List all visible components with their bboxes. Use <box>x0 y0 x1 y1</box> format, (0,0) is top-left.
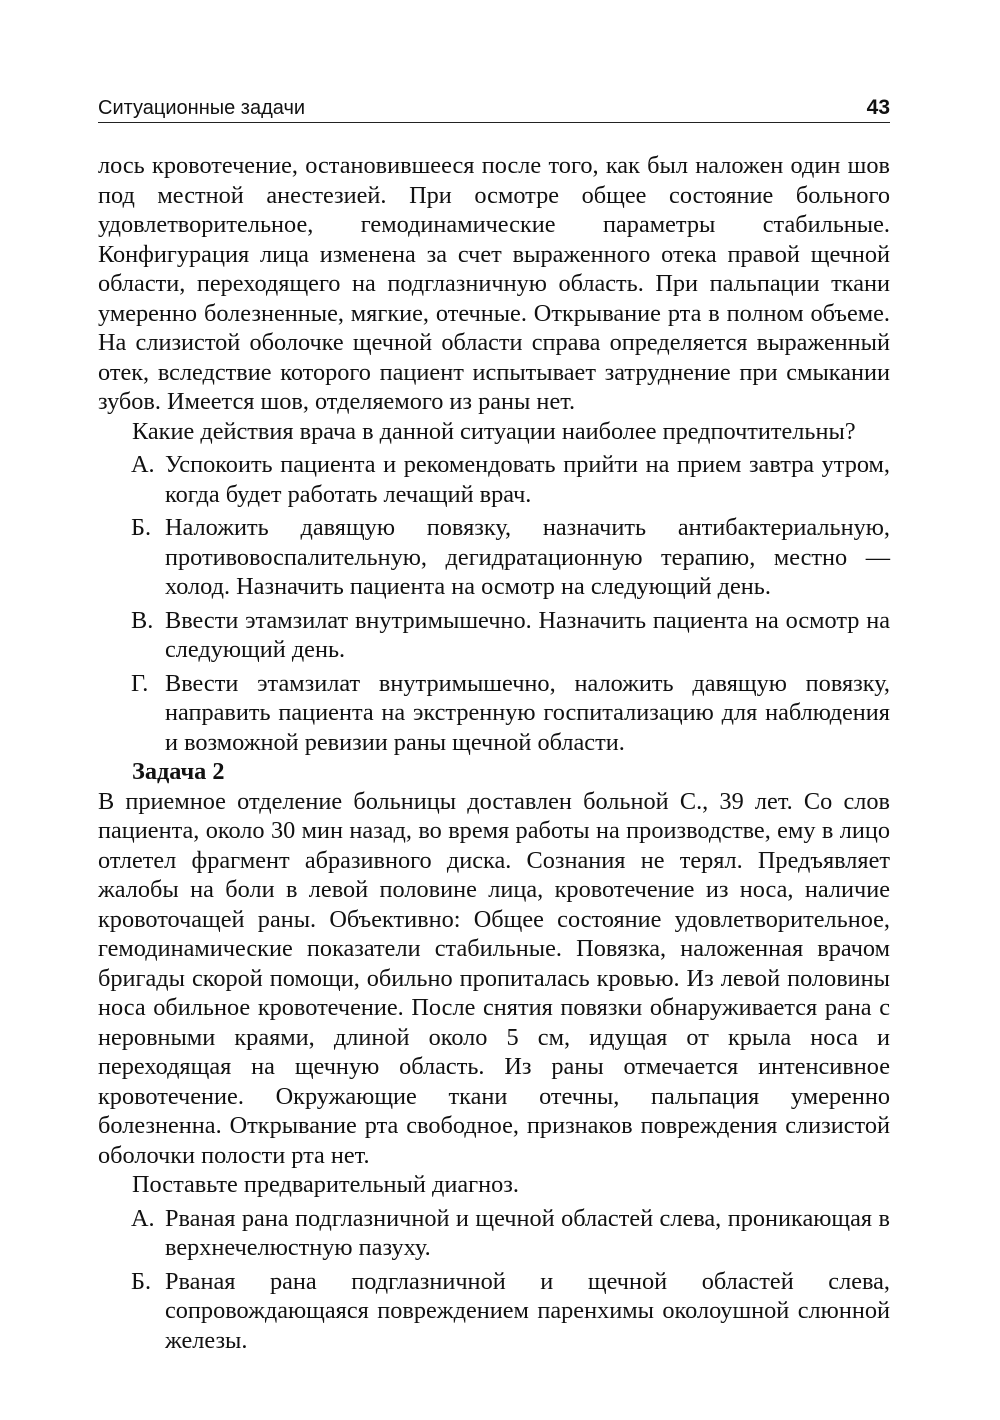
book-page <box>98 88 890 1355</box>
option-text: Рваная рана подглазничной и щечной областей слева, сопровождающаяся повреждением паренхимы околоушной слюнной железы. <box>165 1267 890 1354</box>
task1-option-g <box>98 669 890 758</box>
option-text: Ввести этамзилат внутримышечно, наложить давящую повязку, направить пациента на экстренную госпитализацию для наблюдения и возможной ревизии раны щечной области. <box>165 669 890 756</box>
task1-question: Какие действия врача в данной ситуации наиболее предпочтительны? <box>132 417 856 445</box>
running-header <box>98 88 890 123</box>
task1-option-b <box>98 513 890 602</box>
option-mark: Б. <box>131 514 152 541</box>
option-mark: Г. <box>131 669 149 697</box>
option-mark: А. <box>131 451 155 478</box>
page-body <box>98 151 890 1355</box>
option-text: Наложить давящую повязку, назначить антибактериальную, противовоспалительную, дегидратационную терапию, местно — холод. Назначить пациента на осмотр на следующий день. <box>165 514 890 600</box>
task2-option-b <box>98 1267 890 1356</box>
task2-text: В приемное отделение больницы доставлен больной С., 39 лет. Со слов пациента, около 30 мин назад, во время работы на производстве, ему в лицо отлетел фрагмент абразивного диска. Сознания не терял. Предъявляет жалобы на боли в левой половине лица, кровотечение из носа, наличие кровоточащей раны. Объективно: Общее состояние удовлетворительное, гемодинамические показатели стабильные. Повязка, наложенная врачом бригады скорой помощи, обильно пропиталась кровью. Из левой половины носа обильное кровотечение. После снятия повязки обнаруживается рана с неровными краями, длиной около 5 см, идущая от крыла носа и переходящая на щечную область. Из раны отмечается интенсивное кровотечение. Окружающие ткани отечны, пальпация умеренно болезненна. Открывание рта свободное, признаков повреждения слизистой оболочки полости рта нет. <box>98 787 890 1169</box>
option-mark: А. <box>131 1204 155 1232</box>
option-text: Успокоить пациента и рекомендовать прийти на прием завтра утром, когда будет работать лечащий врач. <box>165 451 890 508</box>
task1-option-a <box>98 450 890 509</box>
option-text: Ввести этамзилат внутримышечно. Назначить пациента на осмотр на следующий день. <box>165 606 890 663</box>
task2-question: Поставьте предварительный диагноз. <box>132 1171 519 1198</box>
task1-text: лось кровотечение, остановившееся после того, как был наложен один шов под местной анестезией. При осмотре общее состояние больного удовлетворительное, гемодинамические параметры стабильные. Конфигурация лица изменена за счет выраженного отека правой щечной области, переходящего на подглазничную область. При пальпации ткани умеренно болезненные, мягкие, отечные. Открывание рта в полном объеме. На слизистой оболочке щечной области справа определяется выраженный отек, вследствие которого пациент испытывает затруднение при смыкании зубов. Имеется шов, отделяемого из раны нет. <box>98 152 890 415</box>
option-mark: В. <box>131 606 154 634</box>
task1-option-v <box>98 606 890 665</box>
task2-option-a <box>98 1204 890 1263</box>
task2-heading: Задача 2 <box>132 758 225 785</box>
option-text: Рваная рана подглазничной и щечной областей слева, проникающая в верхнечелюстную пазуху. <box>165 1204 890 1261</box>
option-mark: Б. <box>131 1267 152 1295</box>
running-header-title: Ситуационные задачи <box>98 97 306 119</box>
page-number: 43 <box>866 96 890 119</box>
